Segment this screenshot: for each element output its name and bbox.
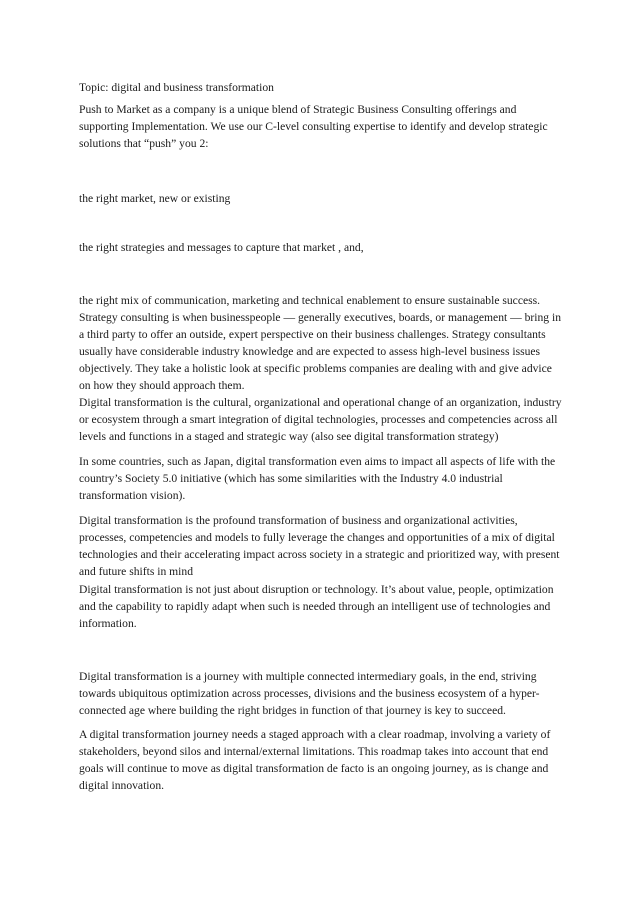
definition-paragraph-2: Digital transformation is the profound transformation of business and organizational activities, processes, competencies and models to fully leverage the changes and opportunities of a mix of digital technologies and their accelerating impact across society in a strategic and prioritized way, with present and future shifts in mind	[79, 514, 560, 578]
definition-paragraph-1: Digital transformation is the cultural, organizational and operational change of an organization, industry or ecosystem through a smart integration of digital technologies, processes and competencies across all levels and functions in a staged and strategic way (also see digital transformation strategy)	[79, 396, 562, 443]
list-item-market: the right market, new or existing	[79, 192, 231, 205]
roadmap-paragraph: A digital transformation journey needs a staged approach with a clear roadmap, involving a variety of stakeholders, beyond silos and internal/external limitations. This roadmap takes into account that end goals will continue to move as digital transformation de facto is an ongoing journey, as is change and digital innovation.	[79, 728, 551, 792]
intro-paragraph: Push to Market as a company is a unique blend of Strategic Business Consulting offerings and supporting Implementation. We use our C-level consulting expertise to identify and develop strategic solutions that “push” you 2:	[79, 103, 548, 150]
list-item-strategies: the right strategies and messages to capture that market , and,	[79, 241, 364, 254]
journey-paragraph: Digital transformation is a journey with multiple connected intermediary goals, in the end, striving towards ubiquitous optimization across processes, divisions and the business ecosystem of a hyper-connected age where building the right bridges in function of that journey is key to succeed.	[79, 670, 540, 717]
japan-paragraph: In some countries, such as Japan, digital transformation even aims to impact all aspects of life with the country’s Society 5.0 initiative (which has some similarities with the Industry 4.0 industrial transformation vision).	[79, 455, 556, 502]
definition-paragraph-3: Digital transformation is not just about disruption or technology. It’s about value, people, optimization and the capability to rapidly adapt when such is needed through an intelligent use of technologies and information.	[79, 583, 554, 630]
topic-heading: Topic: digital and business transformation	[79, 81, 274, 94]
list-item-communication: the right mix of communication, marketing and technical enablement to ensure sustainable success. Strategy consulting is when businesspeople — generally executives, boards, or management — bring in a third party to offer an outside, expert perspective on their business challenges. Strategy consultants usually have considerable industry knowledge and are expected to assess high-level business issues objectively. They take a holistic look at specific problems companies are dealing with and give advice on how they should approach them.	[79, 294, 561, 392]
